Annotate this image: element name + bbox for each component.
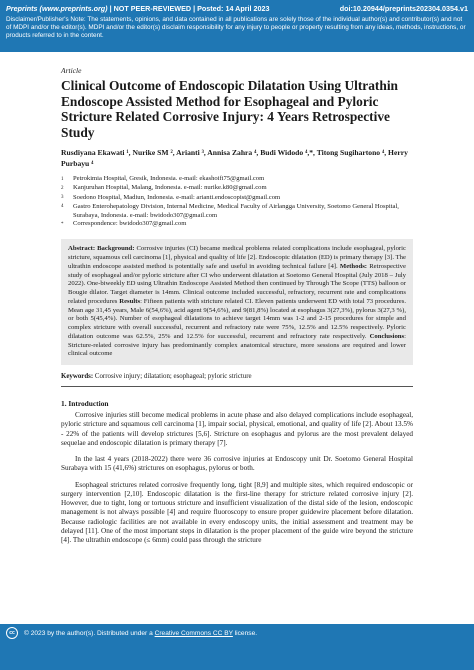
abstract-box [61, 239, 413, 365]
affiliation-number: 4 [61, 204, 64, 210]
affiliation-item [61, 184, 413, 193]
correspondence-text: Correspondence: bwidodo307@gmail.com [73, 220, 187, 228]
author-list: Rusdiyana Ekawati ¹, Nurike SM ², Arianti ³, Annisa Zahra ⁴, Budi Widodo ⁴,*, Titong Sugihartono ⁴, Herry Purbayu ⁴ [61, 148, 408, 168]
body-paragraph: Corrosive injuries still become medical problems in acute phase and also delayed complications include esophageal, pyloric stricture and squamous cell carcinoma [1], impair social, physical, emotional, and quality of life [2]. About 13.5% - 22% of the patients will develop strictures [5,6]. Stricture on esophagus and pylorus are the most prevalent delayed sequelae and endoscopic dilatation is primary therapy [7]. [61, 411, 413, 447]
affiliations [61, 175, 413, 229]
section-heading: 1. Introduction [61, 399, 109, 409]
abstract-results-text: : Fifteen patients with stricture related CI. Eleven patients underwent ED with total 73 procedures. Mean age 31,45 years, Male 6(54,6%), acid agent 9(54,6%), and 9(81,8%) located at esophagus 3(27,3%), pylorus 3(27,3 %), or both 5(45,4%). Number of esophageal dilatations to achieve target 14mm was 1-2 and 2-15 procedures for simple and complex stricture with overall successful, recurrent and refractory rate were 75%, 12.5% and 12.5% respectively. Pyloric dilatation outcome was 62.5%, 25% and 12.5% for successful, recurrent and refractory rate respectively. [68, 297, 406, 340]
abstract-results-label: Results [119, 297, 141, 305]
header-separator: | [193, 4, 196, 13]
correspondence [61, 220, 413, 229]
affiliation-text: Petrokimia Hospital, Gresik, Indonesia. e-mail: ekashoifi75@gmail.com [73, 175, 265, 183]
abstract-background-text: Corrosive injuries (CI) became medical problems related complications include esophageal, pyloric stricture, squamous cell carcinoma [1], physical and quality of life [2]. Endoscopic dilatation (ED) is primary therapy [3]. The ultrathin endoscope assisted method is potentially safe and useful in avoiding technical failure [4]. [68, 245, 406, 270]
paper-first-page [61, 66, 413, 552]
abstract-methods-text: Retrospective study of esophageal and/or pyloric stricture after CI who underwent dilatation at Soetomo General Hospital (July 2018 – July 2022). One-biweekly ED using Ultrathin Endoscope Assisted Method then continued by Through The Scope (TTS) balloon or Bougie dilator. Target diameter is 14mm. Clinical outcome included successful, refractory, recurrent rate and complications related procedures [68, 262, 406, 305]
preprint-header-row [6, 3, 468, 14]
abstract-background-label: Abstract: Background: [68, 245, 135, 253]
preprints-site-link[interactable]: Preprints (www.preprints.org) [6, 4, 108, 13]
publisher-disclaimer: Disclaimer/Publisher's Note: The statements, opinions, and data contained in all publications are solely those of the individual author(s) and contributor(s) and not of MDPI and/or the editor(s). MDPI and/or the editor(s) disclaim responsibility for any injury to people or property resulting from any ideas, methods, instructions, or products referred to in the content. [6, 16, 466, 40]
affiliation-number: * [61, 221, 64, 227]
affiliation-text: Gastro Enterohepatology Division, Internal Medicine, Medical Faculty of Airlangga University, Soetomo General Hospital, Surabaya, Indonesia. e-mail: bwidodo307@gmail.com [73, 202, 399, 219]
doi-link[interactable]: doi:10.20944/preprints202304.0354.v1 [339, 4, 468, 13]
affiliation-text: Kanjuruhan Hospital, Malang, Indonesia. e-mail: nurike.k80@gmail.com [73, 184, 267, 192]
affiliation-item [61, 194, 413, 203]
cc-by-icon[interactable]: cc [6, 627, 18, 639]
keywords-text: Corrosive injury; dilatation; esophageal; pyloric stricture [93, 373, 252, 381]
peer-review-status: NOT PEER-REVIEWED [113, 4, 192, 13]
article-type-label: Article [61, 66, 82, 75]
license-link[interactable]: Creative Commons CC BY [154, 629, 233, 637]
affiliation-item [61, 203, 413, 220]
body-paragraph: In the last 4 years (2018-2022) there were 36 corrosive injuries at Endoscopy unit Dr. Soetomo General Hospital Surabaya with 15 (41,6%) strictures on esophagus, pylorus or both. [61, 455, 413, 473]
affiliation-text: Soedono Hospital, Madiun, Indonesia. e-mail: arianti.endoscopist@gmail.com [73, 193, 281, 201]
keywords-label: Keywords: [61, 373, 94, 381]
posted-date: Posted: 14 April 2023 [197, 4, 270, 13]
preprint-header-bar [0, 0, 474, 52]
body-paragraph: Esophageal strictures related corrosive frequently long, tight [8,9] and multiple sites, which required endoscopic or surgery intervention [2,10]. Endoscopic dilatation is the first-line therapy for stricture related corrosive injury [2]. However, due to tight, long or tortuous stricture and insufficient visualization of the distal side of the lesion, endoscopic management is not always possible [4] and require fluoroscopy to ensure proper guidewire placement before dilatation. Because radiologic facilities are not available in every endoscopy units, the initial assessment and treatment may be delayed [11]. One of the most important steps in dilatation is the proper placement of the guide wire beyond the stricture [4]. The ultrathin endoscope (≤ 6mm) could pass through the stricture [61, 480, 413, 544]
license-text [24, 630, 257, 637]
affiliation-number: 2 [61, 185, 64, 191]
section-divider [61, 386, 413, 387]
paper-title: Clinical Outcome of Endoscopic Dilatation Using Ultrathin Endoscope Assisted Method for Esophageal and Pyloric Stricture Related Corrosive Injury: 4 Years Retrospective Study [61, 78, 399, 140]
header-separator: | [109, 4, 112, 13]
keywords [61, 373, 413, 380]
license-prefix: © 2023 by the author(s). Distributed under a [24, 629, 155, 637]
affiliation-number: 3 [61, 195, 64, 201]
license-notice [6, 627, 257, 639]
abstract-conclusions-text: : Stricture-related corrosive injury has predominantly complex anatomical structure, more sessions are required and lower clinical outcome [68, 332, 406, 358]
affiliation-item [61, 175, 413, 184]
license-suffix: license. [232, 629, 258, 637]
abstract-methods-label: Methods: [339, 262, 368, 270]
license-footer-bar [0, 624, 474, 670]
abstract-conclusions-label: Conclusions [369, 332, 405, 340]
affiliation-number: 1 [61, 176, 64, 182]
header-left [6, 4, 270, 13]
